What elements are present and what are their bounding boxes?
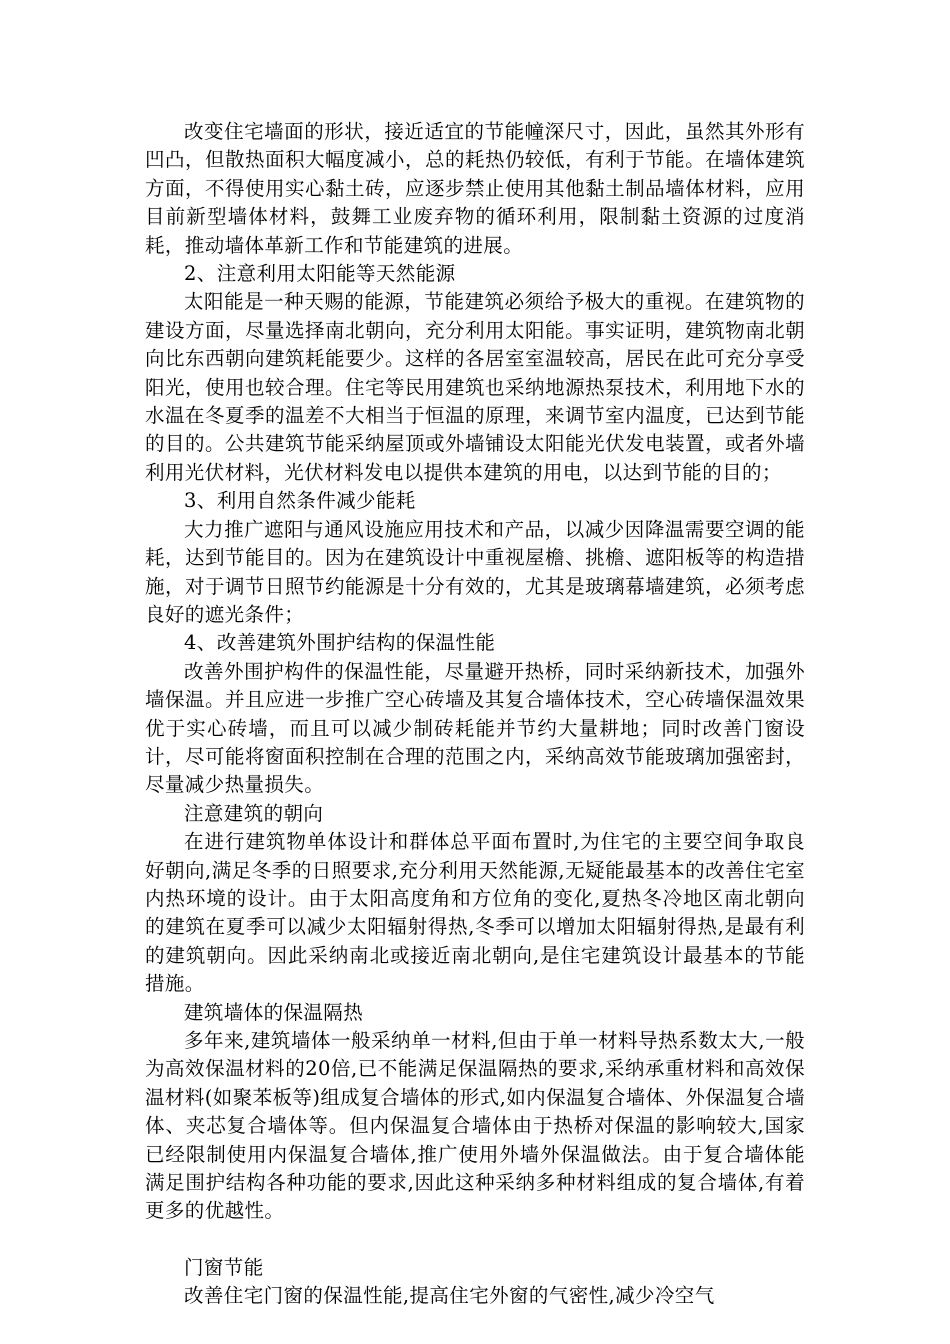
paragraph-natural-conditions: 大力推广遮阳与通风设施应用技术和产品，以减少因降温需要空调的能耗，达到节能目的。因为在建筑设计中重视屋檐、挑檐、遮阳板等的构造措施，对于调节日照节约能源是十分有效的，尤其是玻璃幕墙建筑，必须考虑良好的遮光条件； [145,517,805,626]
heading-wall-insulation: 建筑墙体的保温隔热 [184,1000,364,1024]
heading-door-window: 门窗节能 [184,1255,264,1279]
paragraph-envelope-insulation: 改善外围护构件的保温性能，尽量避开热桥，同时采纳新技术，加强外墙保温。并且应进一步推广空心砖墙及其复合墙体技术，空心砖墙保温效果优于实心砖墙，而且可以减少制砖耗能并节约大量耕地；同时改善门窗设计，尽可能将窗面积控制在合理的范围之内，采纳高效节能玻璃加强密封，尽量减少热量损失。 [145,659,805,797]
paragraph-wall-insulation: 多年来,建筑墙体一般采纳单一材料,但由于单一材料导热系数太大,一般为高效保温材料的20倍,已不能满足保温隔热的要求,采纳承重材料和高效保温材料(如聚苯板等)组成复合墙体的形式,如内保温复合墙体、外保温复合墙体、夹芯复合墙体等。但内保温复合墙体由于热桥对保温的影响较大,国家已经限制使用内保温复合墙体,推广使用外墙外保温做法。由于复合墙体能满足围护结构各种功能的要求,因此这种采纳多种材料组成的复合墙体,有着更多的优越性。 [145,1029,805,1223]
paragraph-wall-shape: 改变住宅墙面的形状，接近适宜的节能幢深尺寸，因此，虽然其外形有凹凸，但散热面积大幅度减小，总的耗热仍较低，有利于节能。在墙体建筑方面，不得使用实心黏土砖，应逐步禁止使用其他黏土制品墙体材料，应用目前新型墙体材料，鼓舞工业废弃物的循环利用，限制黏土资源的过度消耗，推动墙体革新工作和节能建筑的进展。 [145,120,805,257]
document-body [145,118,805,1311]
heading-solar-energy: 2、注意利用太阳能等天然能源 [184,262,456,286]
heading-orientation: 注意建筑的朝向 [184,801,324,825]
paragraph-orientation: 在进行建筑物单体设计和群体总平面布置时,为住宅的主要空间争取良好朝向,满足冬季的日照要求,充分利用天然能源,无疑能最基本的改善住宅室内热环境的设计。由于太阳高度角和方位角的变化,夏热冬冷地区南北朝向的建筑在夏季可以减少太阳辐射得热,冬季可以增加太阳辐射得热,是最有利的建筑朝向。因此采纳南北或接近南北朝向,是住宅建筑设计最基本的节能措施。 [145,830,805,996]
paragraph-solar-energy: 太阳能是一种天赐的能源，节能建筑必须给予极大的重视。在建筑物的建设方面，尽量选择南北朝向，充分利用太阳能。事实证明，建筑物南北朝向比东西朝向建筑耗能要少。这样的各居室室温较高，居民在此可充分享受阳光，使用也较合理。住宅等民用建筑也采纳地源热泵技术，利用地下水的水温在冬夏季的温差不大相当于恒温的原理，来调节室内温度，已达到节能的目的。公共建筑节能采纳屋顶或外墙铺设太阳能光伏发电装置，或者外墙利用光伏材料，光伏材料发电以提供本建筑的用电，以达到节能的目的； [145,290,805,484]
paragraph-door-window: 改善住宅门窗的保温性能,提高住宅外窗的气密性,减少冷空气 [184,1284,715,1308]
heading-natural-conditions: 3、利用自然条件减少能耗 [184,489,416,513]
heading-envelope-insulation: 4、改善建筑外围护结构的保温性能 [184,631,496,655]
blank-line [145,1226,805,1254]
